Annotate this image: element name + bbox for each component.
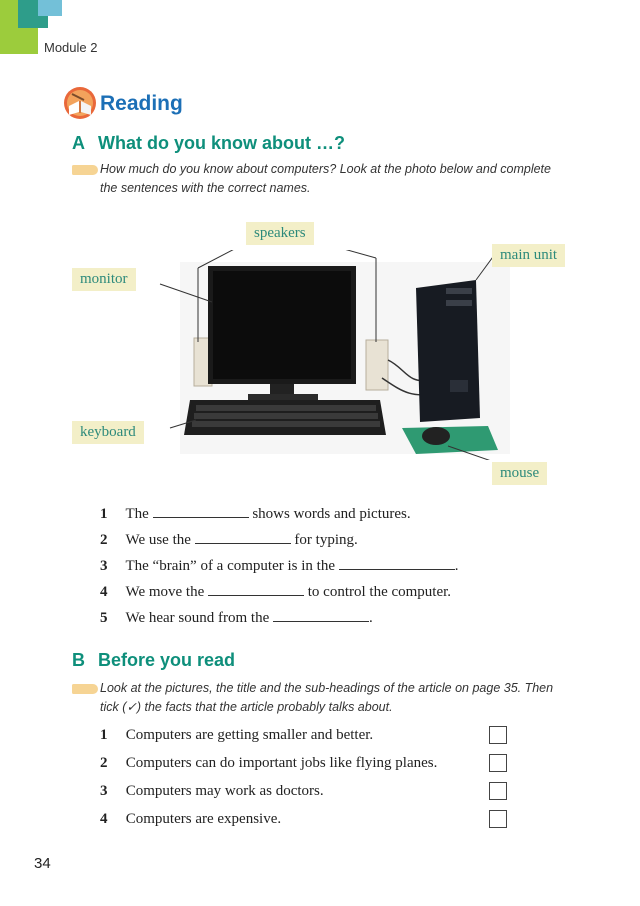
mouse-shape [422, 427, 450, 445]
module-label: Module 2 [44, 40, 98, 55]
section-a-letter: A [72, 133, 85, 153]
sentence-3 [100, 555, 459, 575]
fact-text: Computers can do important jobs like flying planes. [125, 755, 438, 771]
sentence-number: 3 [100, 558, 108, 574]
answer-blank[interactable] [273, 607, 369, 622]
label-mouse: mouse [492, 462, 547, 485]
tick-checkbox-2[interactable] [489, 754, 507, 772]
fact-item-1 [100, 727, 373, 747]
sentence-text: The “brain” of a computer is in the [125, 558, 335, 574]
answer-blank[interactable] [339, 555, 455, 570]
section-a-title: What do you know about …? [98, 133, 345, 153]
section-b-title: Before you read [98, 650, 236, 670]
pencil-icon [72, 165, 98, 175]
reading-title: Reading [100, 92, 183, 115]
instruction-line: Look at the pictures, the title and the sub-headings of the article on page 35. Then [100, 681, 554, 695]
sentence-text: shows words and pictures. [252, 506, 411, 522]
instruction-line: tick (✓) the facts that the article probably talks about. [100, 700, 393, 714]
sentence-text: to control the computer. [307, 584, 452, 600]
fact-text: Computers may work as doctors. [125, 783, 324, 799]
label-monitor: monitor [72, 268, 136, 291]
instruction-line: the sentences with the correct names. [100, 181, 311, 195]
computer-photo [150, 250, 510, 460]
fact-text: Computers are expensive. [125, 811, 282, 827]
sentence-number: 4 [100, 584, 108, 600]
answer-blank[interactable] [208, 581, 304, 596]
page-number: 34 [34, 855, 51, 872]
reading-book-icon [63, 86, 97, 120]
fact-number: 2 [100, 755, 108, 771]
fact-item-2 [100, 755, 437, 775]
sentence-4 [100, 581, 451, 601]
fact-number: 4 [100, 811, 108, 827]
sentence-number: 5 [100, 610, 108, 626]
sentence-text: The [125, 506, 149, 522]
speaker-right [366, 340, 388, 390]
label-keyboard: keyboard [72, 421, 144, 444]
tick-checkbox-1[interactable] [489, 726, 507, 744]
fact-item-3 [100, 783, 324, 803]
fact-number: 1 [100, 727, 108, 743]
fact-item-4 [100, 811, 281, 831]
sentence-1 [100, 503, 411, 523]
label-speakers: speakers [246, 222, 314, 245]
section-b-instruction [100, 679, 553, 717]
fact-text: Computers are getting smaller and better. [125, 727, 374, 743]
tick-checkbox-3[interactable] [489, 782, 507, 800]
mousepad-shape [402, 426, 498, 454]
sentence-text: . [454, 558, 459, 574]
section-a-instruction [100, 160, 551, 198]
sentence-text: We use the [125, 532, 191, 548]
sentence-text: We move the [125, 584, 205, 600]
sentence-number: 2 [100, 532, 108, 548]
pencil-icon [72, 684, 98, 694]
section-b-letter: B [72, 650, 85, 670]
sentence-5 [100, 607, 373, 627]
answer-blank[interactable] [153, 503, 249, 518]
instruction-line: How much do you know about computers? Look at the photo below and complete [100, 162, 551, 176]
answer-blank[interactable] [195, 529, 291, 544]
label-main-unit: main unit [492, 244, 565, 267]
sentence-2 [100, 529, 358, 549]
fact-number: 3 [100, 783, 108, 799]
sentence-text: for typing. [294, 532, 358, 548]
sentence-text: We hear sound from the [125, 610, 270, 626]
sentence-text: . [368, 610, 373, 626]
corner-decoration [38, 0, 62, 16]
tick-checkbox-4[interactable] [489, 810, 507, 828]
sentence-number: 1 [100, 506, 108, 522]
